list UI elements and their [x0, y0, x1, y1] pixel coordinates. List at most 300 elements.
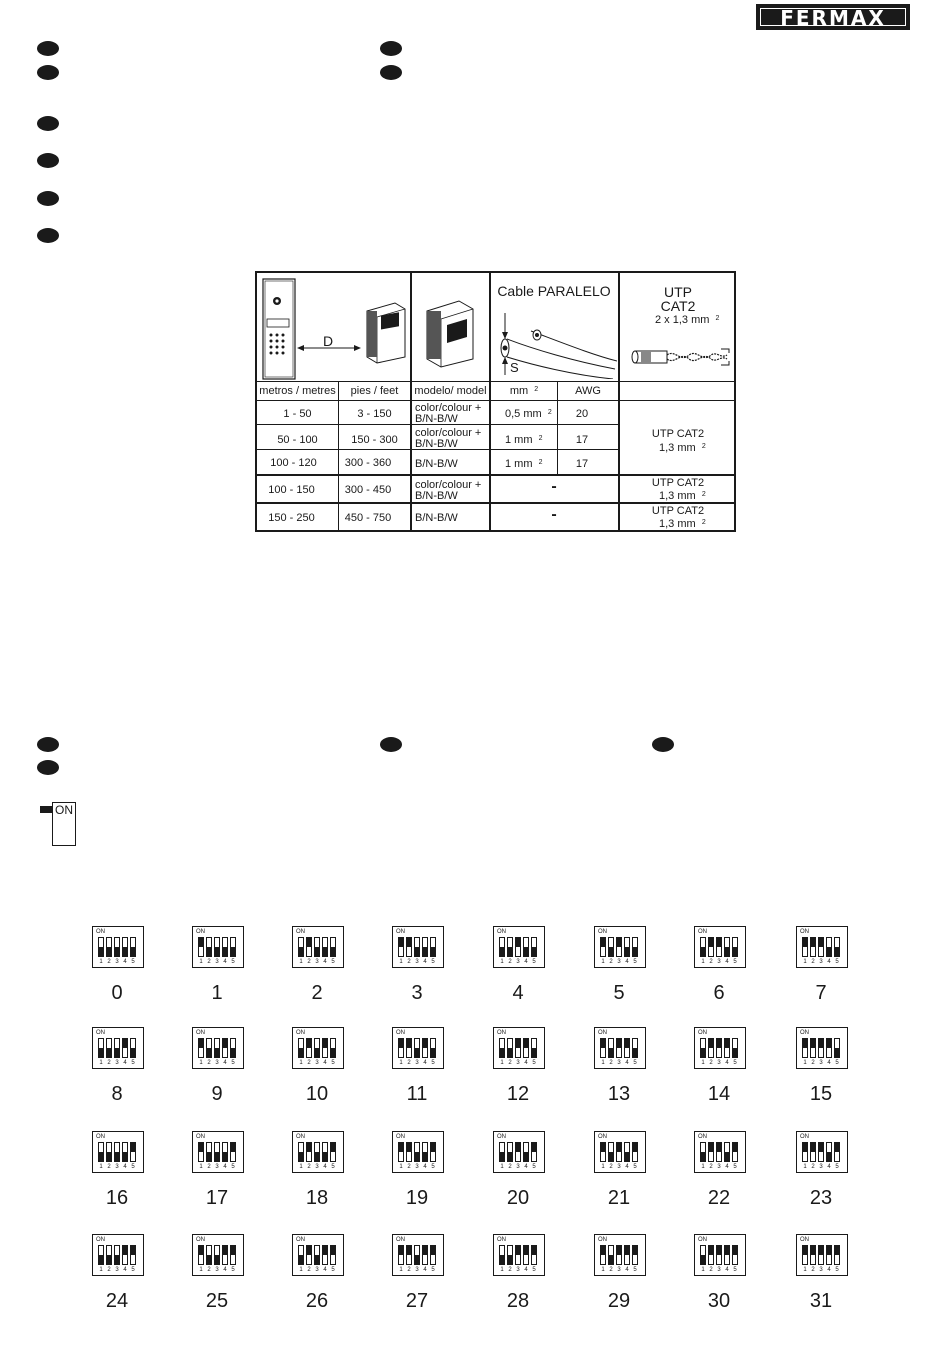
dip-switch-knob: [207, 947, 211, 956]
dip-switch-lever: [130, 937, 136, 957]
dip-switch-lever: [114, 1038, 120, 1058]
row5-metres: 150 - 250: [268, 512, 315, 524]
dip-switch-knob: [733, 1143, 737, 1152]
dip-switch-lever: [114, 937, 120, 957]
dip-switch-block: [796, 1131, 848, 1173]
dip-code-label: 16: [105, 1187, 129, 1209]
dip-switch-number: 4: [123, 959, 127, 965]
dip-switch-number: 5: [532, 1060, 536, 1066]
dip-switch-lever: [198, 1245, 204, 1265]
table-divider: [257, 502, 734, 504]
dip-switch-lever: [810, 1245, 816, 1265]
dip-switch-number: 2: [107, 1267, 111, 1273]
dip-switch-number: 2: [508, 959, 512, 965]
dip-switch-lever: [406, 1038, 412, 1058]
row3-feet: 300 - 360: [344, 457, 392, 469]
dip-switch-knob: [407, 938, 411, 947]
dip-switch-lever: [306, 1038, 312, 1058]
dip-switch-block: [192, 926, 244, 968]
row2-mm-text: 1 mm: [505, 434, 533, 446]
dip-switch-lever: [414, 1245, 420, 1265]
dip-switch-number: 2: [207, 1060, 211, 1066]
dip-switch-number: 4: [223, 959, 227, 965]
dip-switch-knob: [415, 1255, 419, 1264]
dip-switch-lever: [700, 1038, 706, 1058]
dip-switch-knob: [315, 1255, 319, 1264]
dip-switch-number: 2: [609, 1164, 613, 1170]
dip-switch-lever: [716, 1245, 722, 1265]
dip-switch-number: 4: [524, 1267, 528, 1273]
dip-switch-knob: [524, 947, 528, 956]
dip-switch-lever: [802, 1038, 808, 1058]
dip-switch-number: 5: [733, 1267, 737, 1273]
dip-on-label: ON: [296, 1134, 305, 1140]
dip-switch-lever: [724, 1142, 730, 1162]
utp-cable-illustration: [631, 343, 731, 371]
dip-switch-knob: [207, 1152, 211, 1161]
dip-switch-number: 1: [399, 1164, 403, 1170]
dip-switch-block: [392, 1131, 444, 1173]
row2-model-line2: B/N-B/W: [415, 438, 458, 450]
dip-switch-number: 5: [231, 959, 235, 965]
dip-on-label: ON: [396, 1134, 405, 1140]
dip-code-label: 15: [809, 1083, 833, 1105]
dip-switch-knob: [115, 1152, 119, 1161]
table-divider: [257, 474, 734, 476]
dip-switch-knob: [633, 947, 637, 956]
dip-switch-knob: [415, 947, 419, 956]
dip-switch-lever: [531, 1038, 537, 1058]
dip-switch-number: 4: [323, 1060, 327, 1066]
dip-switch-number: 2: [107, 1060, 111, 1066]
dip-switch-number: 4: [423, 959, 427, 965]
dip-switch-number: 1: [399, 1060, 403, 1066]
dip-switch-number: 2: [207, 959, 211, 965]
dip-switch-lever: [98, 1245, 104, 1265]
dip-switch-lever: [122, 937, 128, 957]
dip-switch-knob: [725, 1246, 729, 1255]
row5-utp-line2: [659, 519, 706, 530]
dip-code-label: 26: [305, 1290, 329, 1312]
dip-switch-block: [292, 1027, 344, 1069]
dip-switch-lever: [826, 1245, 832, 1265]
dip-switch-lever: [114, 1245, 120, 1265]
dip-code-label: 28: [506, 1290, 530, 1312]
dip-switch-number: 4: [725, 1060, 729, 1066]
dip-switch-lever: [700, 1245, 706, 1265]
dip-switch-knob: [524, 1039, 528, 1048]
cable-distance-table: [255, 271, 736, 532]
dip-code-label: 27: [405, 1290, 429, 1312]
dip-switch-number: 5: [131, 1060, 135, 1066]
dip-switch-lever: [430, 1245, 436, 1265]
dip-switch-number: 2: [709, 1164, 713, 1170]
dip-switch-number: 3: [315, 1060, 319, 1066]
dip-switch-knob: [215, 1152, 219, 1161]
column-header-model: modelo/ model: [414, 385, 487, 397]
dip-switch-knob: [323, 1152, 327, 1161]
dip-switch-knob: [617, 1143, 621, 1152]
dip-switch-number: 4: [524, 1060, 528, 1066]
dip-on-label: ON: [598, 929, 607, 935]
dip-on-label: ON: [396, 929, 405, 935]
row1-mm-text: 0,5 mm: [505, 408, 542, 420]
dip-switch-knob: [399, 1039, 403, 1048]
row4-utp-line2: [659, 491, 706, 502]
dip-switch-number: 1: [99, 1060, 103, 1066]
dip-switch-block: [493, 1234, 545, 1276]
dip-switch-number: 1: [803, 1060, 807, 1066]
dip-switch-lever: [499, 937, 505, 957]
dip-switch-number: 2: [709, 1060, 713, 1066]
dip-switch-lever: [716, 937, 722, 957]
monitor-model-illustration: [421, 299, 479, 369]
dip-switch-number: 4: [323, 1267, 327, 1273]
dip-switch-block: [392, 1027, 444, 1069]
dip-switch-knob: [99, 947, 103, 956]
dip-switch-knob: [633, 1143, 637, 1152]
dip-switch-knob: [811, 938, 815, 947]
dip-switch-number: 3: [115, 1164, 119, 1170]
dip-switch-lever: [122, 1038, 128, 1058]
dip-switch-knob: [625, 1246, 629, 1255]
dip-on-label: ON: [800, 1237, 809, 1243]
dip-switch-block: [493, 1131, 545, 1173]
dip-switch-knob: [835, 947, 839, 956]
fermax-logo-text: FERMAX: [760, 8, 906, 26]
dip-switch-knob: [399, 938, 403, 947]
rows1-3-utp-line2: [659, 443, 706, 454]
dip-switch-lever: [214, 1245, 220, 1265]
dip-switch-number: 5: [733, 1060, 737, 1066]
dip-switch-number: 1: [701, 1060, 705, 1066]
dip-switch-lever: [700, 937, 706, 957]
dip-code-label: 23: [809, 1187, 833, 1209]
dip-switch-number: 2: [709, 1267, 713, 1273]
dip-switch-number: 1: [299, 959, 303, 965]
dip-switch-block: [796, 926, 848, 968]
dip-switch-knob: [199, 1039, 203, 1048]
dip-switch-number: 5: [835, 1267, 839, 1273]
row3-mm-sup: 2: [538, 459, 543, 466]
dip-switch-number: 1: [601, 1164, 605, 1170]
dip-switch-knob: [307, 1143, 311, 1152]
dip-switch-knob: [725, 1152, 729, 1161]
dip-switch-lever: [732, 937, 738, 957]
dip-switch-number: 4: [725, 959, 729, 965]
dip-switch-lever: [834, 937, 840, 957]
dip-switch-knob: [231, 1246, 235, 1255]
dip-switch-number: 3: [617, 959, 621, 965]
row1-metres: 1 - 50: [283, 408, 312, 420]
dip-code-label: 1: [211, 982, 223, 1004]
dip-switch-block: [796, 1027, 848, 1069]
dip-switch-knob: [299, 1255, 303, 1264]
row2-feet: 150 - 300: [351, 434, 398, 446]
dip-switch-knob: [617, 1246, 621, 1255]
dip-switch-number: 4: [323, 1164, 327, 1170]
dip-switch-knob: [709, 1246, 713, 1255]
dip-switch-number: 1: [399, 1267, 403, 1273]
dip-on-label: ON: [196, 1134, 205, 1140]
dip-switch-lever: [414, 1038, 420, 1058]
dip-switch-knob: [709, 1143, 713, 1152]
dip-switch-number: 4: [827, 1164, 831, 1170]
dip-switch-lever: [608, 1142, 614, 1162]
dip-switch-lever: [106, 1142, 112, 1162]
dip-switch-knob: [835, 1143, 839, 1152]
dip-switch-knob: [835, 1246, 839, 1255]
language-bullet-icon: [37, 191, 59, 206]
dip-on-label: ON: [196, 929, 205, 935]
rows1-3-utp-line1: UTP CAT2: [651, 428, 705, 440]
dip-switch-knob: [307, 1039, 311, 1048]
dip-switch-knob: [399, 1246, 403, 1255]
dip-switch-block: [694, 1027, 746, 1069]
dip-code-label: 7: [815, 982, 827, 1004]
dip-switch-knob: [331, 1143, 335, 1152]
dip-switch-lever: [398, 1245, 404, 1265]
dip-switch-number: 3: [516, 1267, 520, 1273]
dip-on-label: ON: [196, 1237, 205, 1243]
dip-switch-knob: [331, 1246, 335, 1255]
dip-switch-number: 5: [331, 959, 335, 965]
dip-switch-lever: [507, 1142, 513, 1162]
dip-code-label: 29: [607, 1290, 631, 1312]
dip-switch-lever: [322, 1142, 328, 1162]
dip-switch-lever: [724, 937, 730, 957]
dip-switch-lever: [306, 1245, 312, 1265]
dip-switch-knob: [223, 1039, 227, 1048]
dip-switch-knob: [601, 1246, 605, 1255]
dip-switch-number: 1: [99, 1164, 103, 1170]
dip-switch-number: 5: [431, 959, 435, 965]
dip-switch-number: 2: [407, 1164, 411, 1170]
dip-switch-lever: [708, 1038, 714, 1058]
dip-switch-number: 5: [331, 1267, 335, 1273]
dip-switch-knob: [819, 1143, 823, 1152]
dip-switch-number: 5: [131, 1267, 135, 1273]
dip-switch-knob: [717, 1246, 721, 1255]
dip-code-label: 17: [205, 1187, 229, 1209]
dip-switch-knob: [500, 1048, 504, 1057]
dip-switch-knob: [827, 947, 831, 956]
dip-switch-number: 3: [819, 1060, 823, 1066]
dip-switch-lever: [632, 937, 638, 957]
dip-switch-lever: [414, 937, 420, 957]
dip-switch-knob: [709, 1039, 713, 1048]
dip-switch-lever: [515, 1038, 521, 1058]
dip-switch-knob: [107, 947, 111, 956]
dip-on-label: ON: [800, 929, 809, 935]
dip-switch-number: 1: [99, 959, 103, 965]
dip-switch-knob: [223, 947, 227, 956]
dip-switch-lever: [222, 1038, 228, 1058]
dip-switch-lever: [106, 937, 112, 957]
dip-switch-lever: [507, 937, 513, 957]
dip-switch-lever: [802, 1142, 808, 1162]
dip-switch-lever: [515, 1142, 521, 1162]
dip-switch-number: 5: [633, 1060, 637, 1066]
dip-switch-lever: [214, 937, 220, 957]
dip-on-label: ON: [96, 1030, 105, 1036]
dip-switch-knob: [532, 1246, 536, 1255]
dip-switch-knob: [524, 1152, 528, 1161]
dip-switch-block: [694, 1234, 746, 1276]
dip-switch-knob: [431, 947, 435, 956]
door-panel-illustration: [259, 277, 301, 381]
dip-switch-knob: [123, 1246, 127, 1255]
dip-switch-number: 2: [307, 1267, 311, 1273]
dip-switch-block: [493, 1027, 545, 1069]
dip-code-label: 21: [607, 1187, 631, 1209]
dip-code-label: 5: [613, 982, 625, 1004]
dip-switch-lever: [198, 1142, 204, 1162]
dip-switch-lever: [600, 1245, 606, 1265]
dip-switch-knob: [215, 947, 219, 956]
dip-switch-knob: [215, 1048, 219, 1057]
dip-switch-lever: [314, 1142, 320, 1162]
dip-switch-lever: [523, 1245, 529, 1265]
dip-switch-number: 1: [601, 1267, 605, 1273]
dip-switch-knob: [115, 1048, 119, 1057]
dip-switch-knob: [811, 1143, 815, 1152]
dip-switch-number: 4: [625, 1164, 629, 1170]
dip-switch-block: [392, 926, 444, 968]
dip-switch-knob: [315, 1048, 319, 1057]
dip-switch-knob: [609, 1255, 613, 1264]
dip-switch-number: 5: [733, 959, 737, 965]
dip-switch-lever: [206, 937, 212, 957]
dip-switch-lever: [398, 1038, 404, 1058]
dip-switch-block: [594, 1131, 646, 1173]
dip-switch-block: [192, 1027, 244, 1069]
dip-switch-number: 3: [215, 1060, 219, 1066]
dip-switch-lever: [523, 1142, 529, 1162]
dip-switch-lever: [616, 1245, 622, 1265]
dip-switch-knob: [107, 1152, 111, 1161]
dip-switch-number: 5: [431, 1267, 435, 1273]
rows1-3-utp-sup: 2: [701, 443, 706, 450]
dip-switch-lever: [624, 1245, 630, 1265]
dip-switch-knob: [835, 1048, 839, 1057]
dip-on-label: ON: [800, 1030, 809, 1036]
dip-switch-lever: [499, 1142, 505, 1162]
dip-switch-block: [92, 1131, 144, 1173]
dip-switch-lever: [834, 1142, 840, 1162]
dip-switch-lever: [834, 1038, 840, 1058]
dip-switch-number: 4: [223, 1060, 227, 1066]
dip-switch-lever: [810, 1038, 816, 1058]
dip-switch-knob: [331, 1048, 335, 1057]
dip-switch-number: 3: [115, 1267, 119, 1273]
dip-switch-knob: [107, 1048, 111, 1057]
dip-switch-number: 2: [407, 959, 411, 965]
dip-switch-number: 4: [223, 1164, 227, 1170]
dip-switch-lever: [298, 1142, 304, 1162]
row3-mm: [505, 459, 543, 470]
dip-switch-lever: [818, 1245, 824, 1265]
dip-switch-lever: [632, 1142, 638, 1162]
dip-switch-knob: [131, 947, 135, 956]
utp-size-label: [655, 315, 719, 326]
dip-switch-number: 2: [207, 1267, 211, 1273]
dip-switch-knob: [500, 947, 504, 956]
dip-switch-knob: [215, 1255, 219, 1264]
dip-switch-knob: [811, 1039, 815, 1048]
dip-switch-lever: [499, 1245, 505, 1265]
dip-switch-number: 4: [423, 1267, 427, 1273]
row1-awg: 20: [575, 408, 589, 420]
dip-switch-number: 3: [717, 1267, 721, 1273]
dip-switch-number: 3: [717, 1164, 721, 1170]
language-bullet-icon: [37, 116, 59, 131]
dip-switch-lever: [732, 1142, 738, 1162]
dip-switch-knob: [633, 1246, 637, 1255]
row5-utp-line1: UTP CAT2: [651, 505, 705, 517]
monitor-illustration: [361, 301, 407, 365]
dip-switch-number: 3: [717, 1060, 721, 1066]
column-header-mm-sup: 2: [534, 386, 539, 393]
dip-switch-knob: [115, 1255, 119, 1264]
dip-switch-lever: [523, 937, 529, 957]
dip-switch-number: 3: [315, 959, 319, 965]
dip-switch-lever: [314, 1245, 320, 1265]
dip-switch-knob: [423, 1039, 427, 1048]
dip-switch-lever: [198, 937, 204, 957]
dip-switch-number: 1: [500, 1267, 504, 1273]
dip-switch-knob: [423, 1246, 427, 1255]
dip-switch-lever: [422, 1245, 428, 1265]
dip-switch-number: 3: [819, 959, 823, 965]
dip-switch-number: 3: [315, 1267, 319, 1273]
dip-switch-lever: [826, 937, 832, 957]
dip-switch-number: 2: [709, 959, 713, 965]
on-switch-marker-icon: [40, 806, 52, 813]
row5-feet: 450 - 750: [344, 512, 392, 524]
dip-switch-number: 1: [803, 1267, 807, 1273]
dip-switch-lever: [716, 1142, 722, 1162]
utp-title-line2: CAT2: [660, 298, 696, 314]
dip-switch-knob: [231, 947, 235, 956]
row4-model-line2: B/N-B/W: [415, 490, 458, 502]
dip-switch-number: 5: [633, 1164, 637, 1170]
dip-switch-number: 4: [123, 1164, 127, 1170]
dip-switch-knob: [811, 1246, 815, 1255]
dip-switch-knob: [609, 1048, 613, 1057]
dip-switch-lever: [230, 937, 236, 957]
dip-switch-number: 2: [307, 959, 311, 965]
dip-switch-number: 2: [307, 1164, 311, 1170]
dip-switch-knob: [331, 947, 335, 956]
dip-switch-number: 3: [415, 959, 419, 965]
language-bullet-icon: [652, 737, 674, 752]
dip-switch-lever: [422, 1142, 428, 1162]
dip-code-label: 9: [211, 1083, 223, 1105]
row2-metres: 50 - 100: [277, 434, 318, 446]
dip-switch-lever: [406, 1142, 412, 1162]
dip-switch-block: [594, 926, 646, 968]
dip-switch-number: 3: [617, 1060, 621, 1066]
dip-switch-lever: [298, 937, 304, 957]
dip-switch-lever: [422, 937, 428, 957]
dip-switch-lever: [531, 937, 537, 957]
dip-switch-lever: [608, 1245, 614, 1265]
dip-code-label: 31: [809, 1290, 833, 1312]
dip-switch-lever: [616, 1142, 622, 1162]
dip-switch-number: 1: [199, 959, 203, 965]
dip-switch-knob: [407, 1143, 411, 1152]
